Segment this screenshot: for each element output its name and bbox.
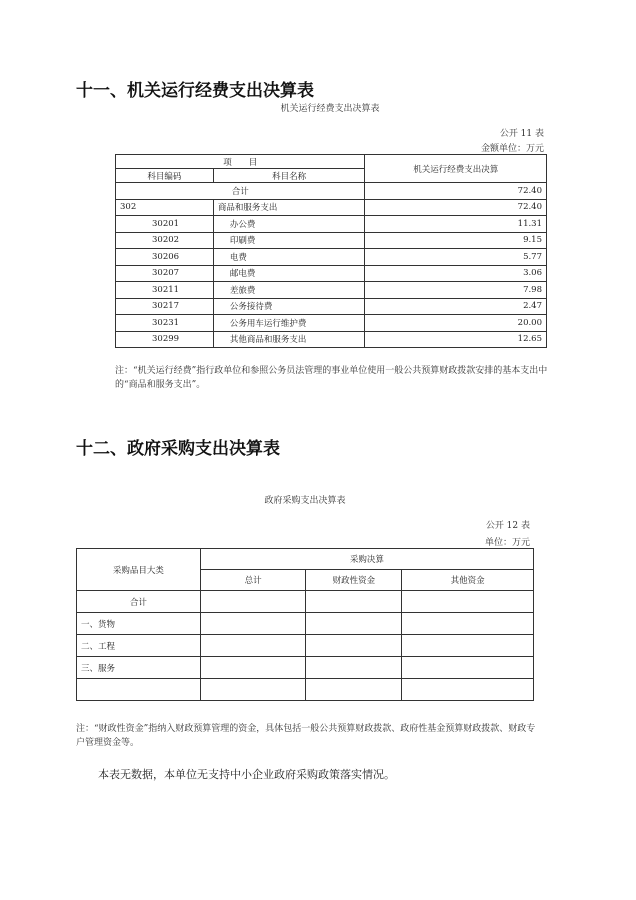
cell-other <box>402 657 534 679</box>
header-other: 其他资金 <box>402 570 534 591</box>
table-row <box>77 613 534 635</box>
total-value: 72.40 <box>365 183 547 200</box>
section12-unit: 单位：万元 <box>484 538 530 548</box>
table-row <box>77 635 534 657</box>
section12-summary: 本表无数据，本单位无支持中小企业政府采购政策落实情况。 <box>98 768 395 781</box>
table-row <box>77 679 534 701</box>
cell-fiscal <box>306 591 402 613</box>
table-row <box>116 232 547 249</box>
cell-fiscal <box>306 657 402 679</box>
row-name: 公务接待费 <box>213 298 365 315</box>
section11-table-no: 公开 11 表 <box>499 129 544 139</box>
header-name: 科目名称 <box>213 169 365 183</box>
row-category: 二、工程 <box>77 635 201 657</box>
table-row <box>116 315 547 332</box>
row-value: 20.00 <box>365 315 547 332</box>
row-name: 其他商品和服务支出 <box>213 331 365 348</box>
section11-caption: 机关运行经费支出决算表 <box>280 104 380 114</box>
cell-total <box>200 591 306 613</box>
section11-unit: 金额单位：万元 <box>480 144 544 154</box>
row-code: 30299 <box>116 331 214 348</box>
row-code: 30201 <box>116 216 214 233</box>
row-code: 30206 <box>116 249 214 266</box>
header-group: 采购决算 <box>200 549 533 570</box>
row-code: 302 <box>116 199 214 216</box>
row-value: 5.77 <box>365 249 547 266</box>
row-value: 12.65 <box>365 331 547 348</box>
cell-other <box>402 679 534 701</box>
row-category: 三、服务 <box>77 657 201 679</box>
table-row <box>116 249 547 266</box>
section12-table-no: 公开 12 表 <box>485 521 530 531</box>
cell-total <box>200 613 306 635</box>
table-row <box>77 591 534 613</box>
section12-caption: 政府采购支出决算表 <box>264 496 346 506</box>
row-name: 商品和服务支出 <box>213 199 365 216</box>
row-name: 差旅费 <box>213 282 365 299</box>
cell-other <box>402 635 534 657</box>
row-value: 9.15 <box>365 232 547 249</box>
cell-fiscal <box>306 613 402 635</box>
row-value: 2.47 <box>365 298 547 315</box>
row-code: 30207 <box>116 265 214 282</box>
row-name: 电费 <box>213 249 365 266</box>
table-row <box>116 199 547 216</box>
section11-note: 注：“机关运行经费”指行政单位和参照公务员法管理的事业单位使用一般公共预算财政拨款安排的基本支出中的“商品和服务支出”。 <box>115 366 548 390</box>
table-row <box>116 216 547 233</box>
table-row <box>116 282 547 299</box>
cell-other <box>402 591 534 613</box>
section11-table <box>115 154 547 348</box>
header-total: 总计 <box>200 570 306 591</box>
cell-fiscal <box>306 679 402 701</box>
section11-heading: 十一、机关运行经费支出决算表 <box>76 81 314 101</box>
header-value: 机关运行经费支出决算 <box>365 155 547 183</box>
cell-other <box>402 613 534 635</box>
row-category: 合计 <box>77 591 201 613</box>
header-category: 采购品目大类 <box>77 549 201 591</box>
header-code: 科目编码 <box>116 169 214 183</box>
table-row <box>116 265 547 282</box>
cell-fiscal <box>306 635 402 657</box>
row-name: 办公费 <box>213 216 365 233</box>
row-value: 72.40 <box>365 199 547 216</box>
total-label: 合计 <box>116 183 365 200</box>
cell-total <box>200 635 306 657</box>
row-name: 印刷费 <box>213 232 365 249</box>
row-name: 公务用车运行维护费 <box>213 315 365 332</box>
row-name: 邮电费 <box>213 265 365 282</box>
cell-total <box>200 679 306 701</box>
table-row <box>77 657 534 679</box>
row-category: 一、货物 <box>77 613 201 635</box>
section12-note: 注：“财政性资金”指纳入财政预算管理的资金，具体包括一般公共预算财政拨款、政府性基金预算财政拨款、财政专户管理资金等。 <box>76 724 536 748</box>
table-row <box>116 331 547 348</box>
row-code: 30202 <box>116 232 214 249</box>
row-code: 30211 <box>116 282 214 299</box>
header-project: 项 目 <box>116 155 365 169</box>
row-category <box>77 679 201 701</box>
row-code: 30231 <box>116 315 214 332</box>
row-code: 30217 <box>116 298 214 315</box>
section12-heading: 十二、政府采购支出决算表 <box>76 439 280 459</box>
row-value: 11.31 <box>365 216 547 233</box>
table-row-total <box>116 183 547 200</box>
row-value: 3.06 <box>365 265 547 282</box>
table-row <box>116 298 547 315</box>
cell-total <box>200 657 306 679</box>
header-fiscal: 财政性资金 <box>306 570 402 591</box>
row-value: 7.98 <box>365 282 547 299</box>
section12-table <box>76 548 534 701</box>
